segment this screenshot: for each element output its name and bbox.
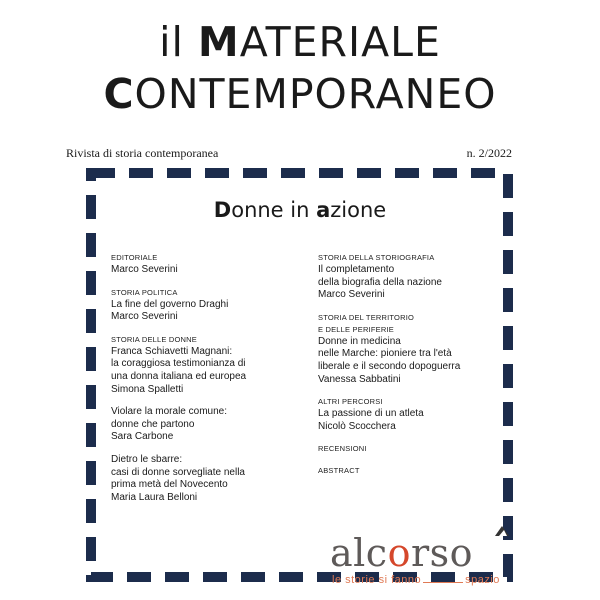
toc-entry [318, 312, 518, 386]
issue-theme-title [0, 198, 600, 222]
toc-category: E DELLE PERIFERIE [318, 324, 394, 334]
theme-initial-a: a [316, 198, 331, 222]
toc-entry [111, 334, 311, 396]
title-prefix: il [159, 18, 198, 66]
toc-entry [111, 287, 311, 324]
toc-line: Marco Severini [318, 289, 385, 301]
toc-category: STORIA POLITICA [111, 287, 178, 297]
toc-line: liberale e il secondo dopoguerra [318, 360, 461, 372]
toc-line: Marco Severini [111, 311, 178, 323]
toc-line: Sara Carbone [111, 431, 174, 443]
toc-entry [318, 252, 518, 302]
logo-part-b: rso [410, 531, 474, 575]
title-initial-c: C [103, 70, 135, 118]
toc-entry [318, 396, 518, 433]
toc-line: La passione di un atleta [318, 408, 424, 420]
theme-part-1: onne in [231, 198, 317, 222]
theme-part-2: zione [330, 198, 387, 222]
toc-entry [318, 443, 518, 455]
toc-line: prima metà del Novecento [111, 479, 228, 491]
toc-line: Il completamento [318, 264, 395, 275]
toc-category: EDITORIALE [111, 253, 158, 262]
issue-number: n. 2/2022 [466, 146, 512, 160]
title-word-contemporaneo: ONTEMPORANEO [134, 70, 497, 118]
toc-line: Dietro le sbarre: [111, 453, 183, 465]
toc-line: Simona Spalletti [111, 383, 184, 395]
toc-line: Nicolò Scocchera [318, 420, 396, 432]
toc-line: la coraggiosa testimonianza di [111, 358, 246, 370]
toc-line: nelle Marche: pioniere tra l'età [318, 348, 452, 360]
toc-category: RECENSIONI [318, 444, 367, 454]
watermark-tagline [332, 574, 500, 586]
theme-initial-d: D [213, 198, 232, 222]
toc-entry [318, 465, 518, 477]
toc-right-column [318, 252, 518, 487]
tagline-a: le storie si fanno [332, 574, 422, 586]
toc-entry [111, 454, 311, 504]
toc-entry [111, 252, 311, 277]
toc-line: La fine del governo Draghi [111, 298, 229, 310]
toc-category: STORIA DEL TERRITORIO [318, 312, 415, 322]
toc-category: ALTRI PERCORSI [318, 397, 383, 407]
toc-line: della biografia della nazione [318, 276, 442, 288]
publisher-mark-icon [493, 522, 511, 540]
toc-line: Donne in medicina [318, 335, 401, 347]
title-initial-m: M [197, 18, 240, 66]
toc-category: STORIA DELLA STORIOGRAFIA [318, 253, 435, 262]
toc-category: STORIA DELLE DONNE [111, 334, 197, 344]
toc-line: Maria Laura Belloni [111, 491, 198, 503]
title-word-materiale: ATERIALE [239, 18, 441, 66]
toc-line: Vanessa Sabbatini [318, 373, 401, 385]
tagline-b: spazio [465, 574, 500, 586]
toc-line: Franca Schiavetti Magnani: [111, 345, 233, 357]
toc-category: ABSTRACT [318, 466, 360, 476]
logo-part-a: alc [330, 531, 388, 575]
subtitle: Rivista di storia contemporanea [66, 146, 219, 160]
toc-line: donne che partono [111, 418, 195, 430]
toc-line: Violare la morale comune: [111, 406, 227, 418]
toc-line: Marco Severini [111, 264, 178, 275]
watermark-logo [330, 533, 473, 573]
toc-line: una donna italiana ed europea [111, 370, 247, 382]
toc-entry [111, 406, 311, 444]
tagline-gap [423, 581, 463, 583]
toc-line: casi di donne sorvegliate nella [111, 466, 245, 478]
toc-left-column [111, 252, 311, 514]
logo-o: o [387, 531, 411, 575]
